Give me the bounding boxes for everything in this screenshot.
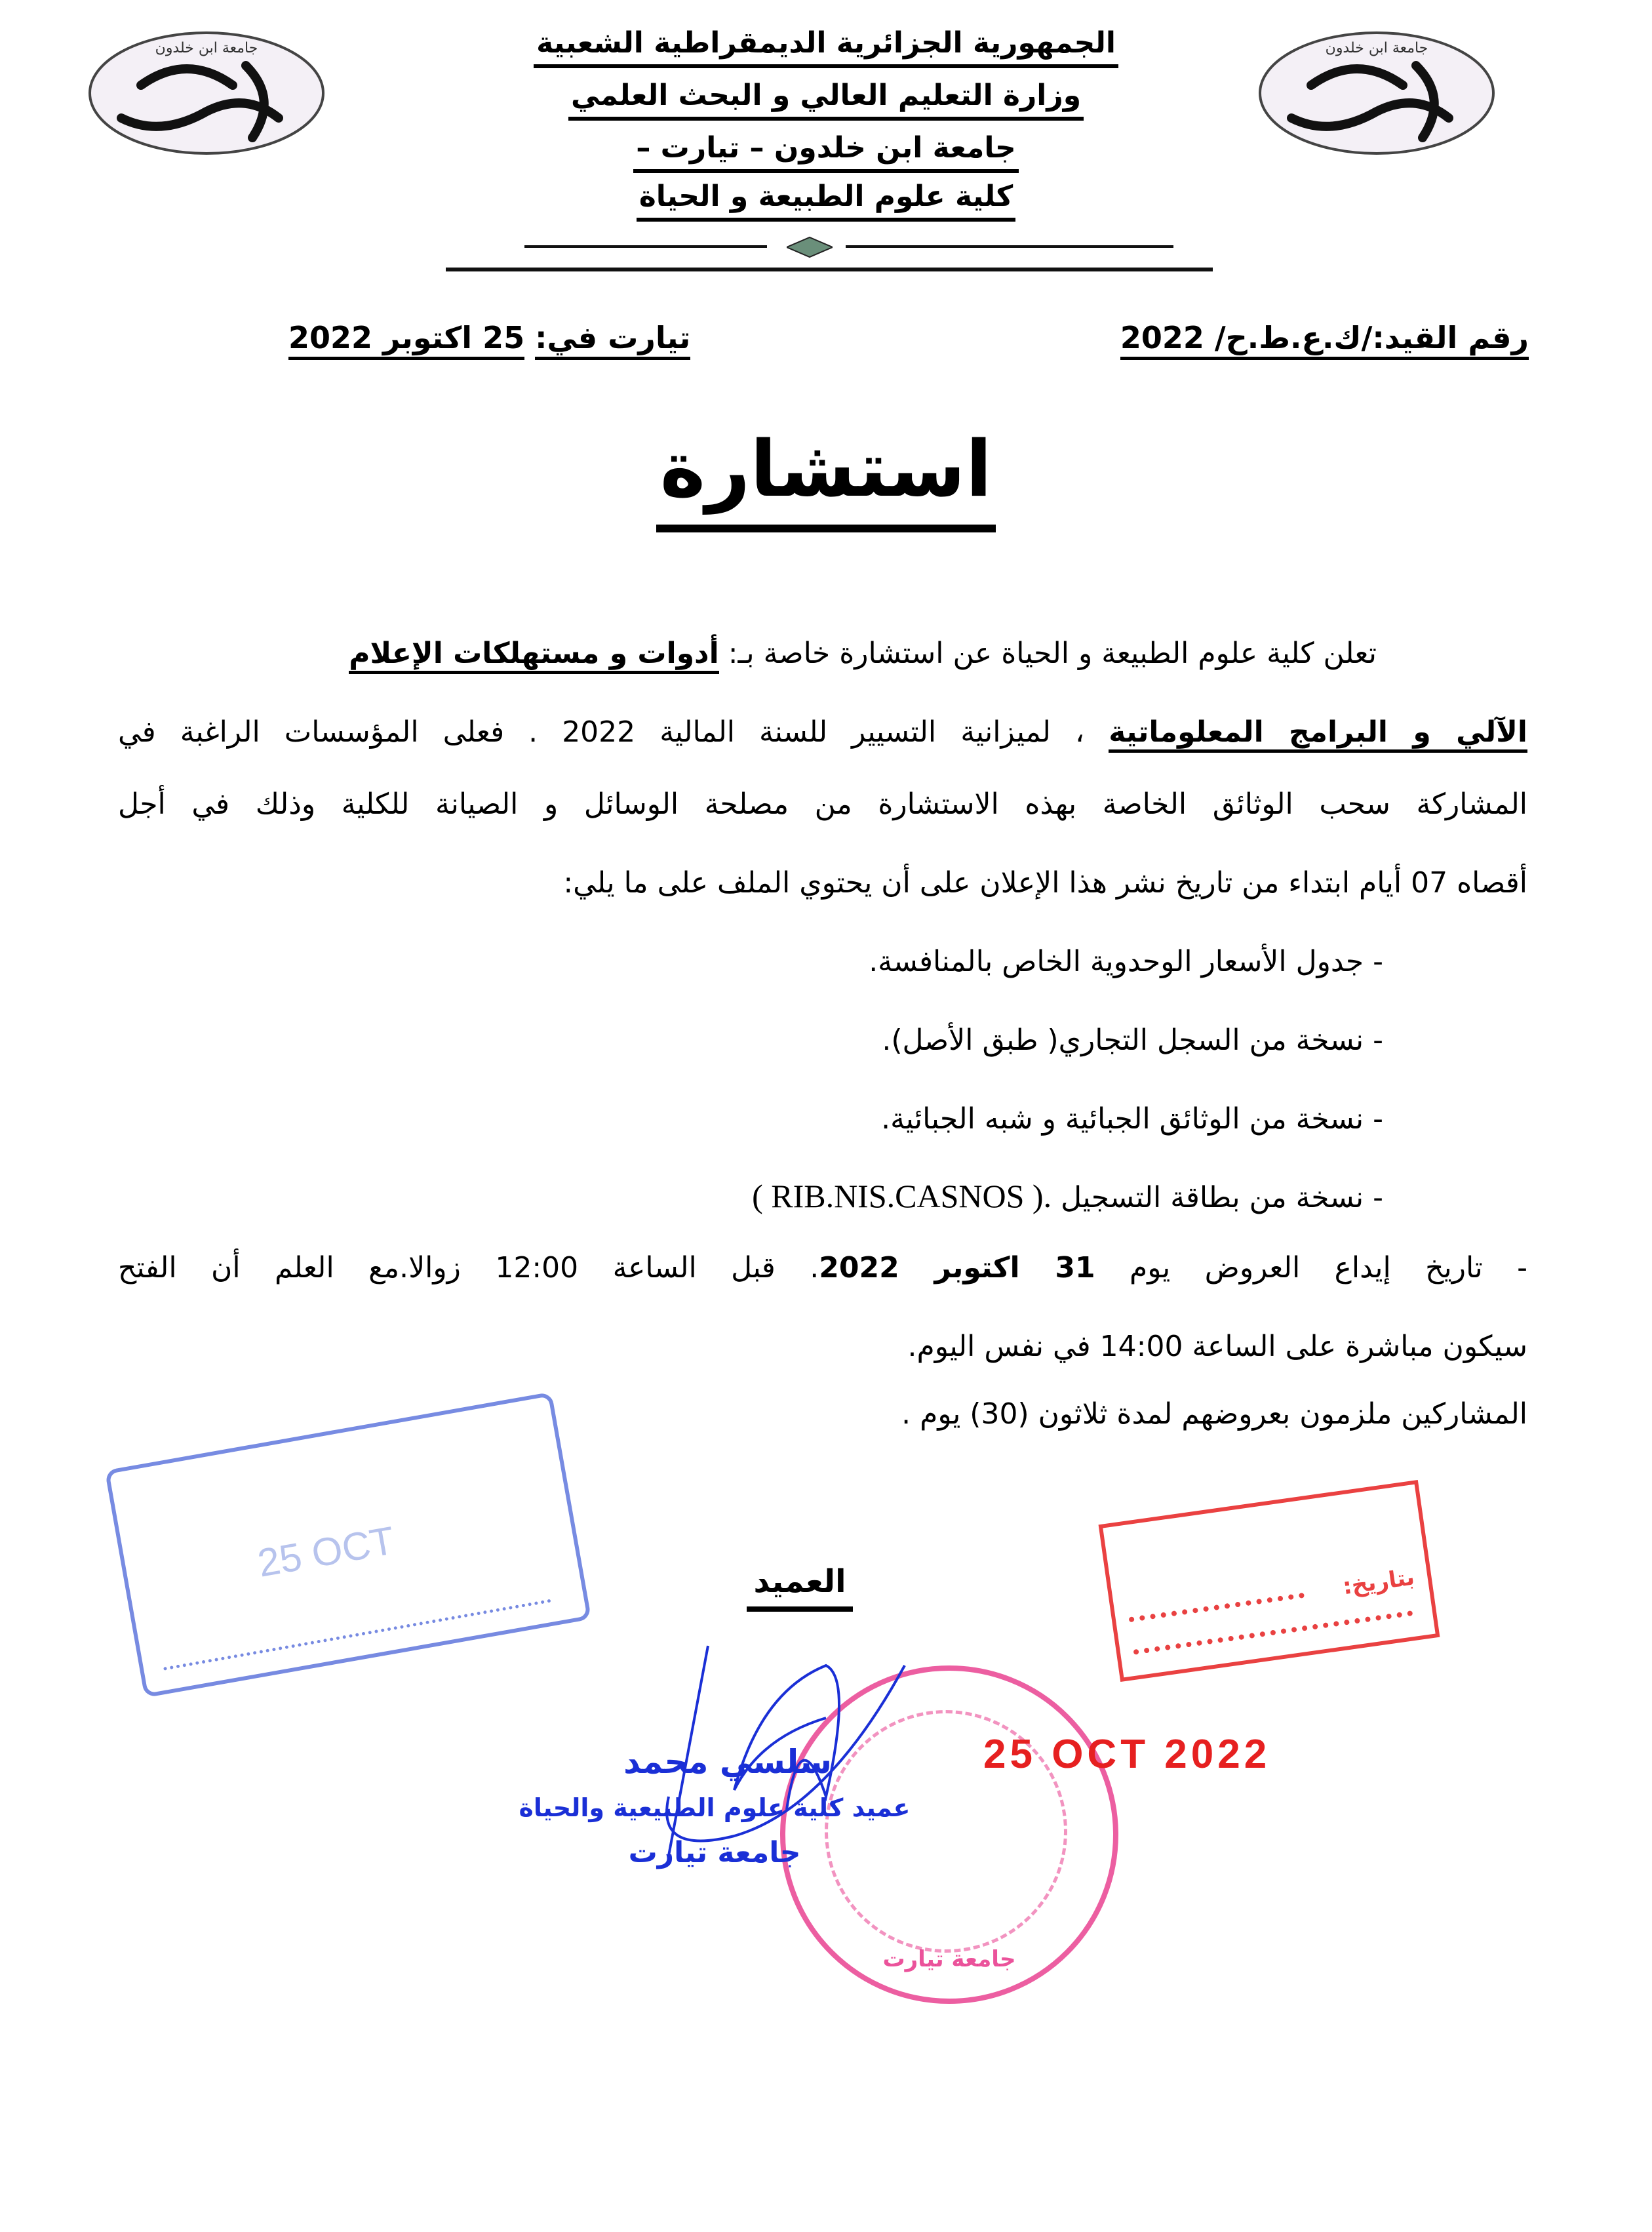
- blue-stamp-date: 25 OCT: [254, 1518, 398, 1585]
- document-title: استشارة: [0, 420, 1652, 532]
- reference-value: /ك.ع.ط.ح/ 2022: [1120, 320, 1373, 360]
- header-line-faculty: كلية علوم الطبيعة و الحياة: [0, 178, 1652, 222]
- logo-caption: جامعة ابن خلدون: [1325, 40, 1428, 56]
- requirement-latin: ( RIB.NIS.CASNOS ).: [752, 1178, 1052, 1214]
- deadline-line-3: المشاركين ملزمون بعروضهم لمدة ثلاثون (30) يوم .: [901, 1397, 1527, 1431]
- header-line-republic: الجمهورية الجزائرية الديمقراطية الشعبية: [0, 25, 1652, 68]
- red-stamp-label: بتاريخ:: [1341, 1564, 1417, 1601]
- date-stamp: 25 OCT 2022: [983, 1732, 1271, 1777]
- body-line-3: المشاركة سحب الوثائق الخاصة بهذه الاستشارة من مصلحة الوسائل و الصيانة للكلية وذلك في أجل: [118, 787, 1527, 821]
- header-line-university: جامعة ابن خلدون – تيارت –: [0, 130, 1652, 173]
- requirement-item: - نسخة من بطاقة التسجيل ( RIB.NIS.CASNOS ).: [752, 1178, 1383, 1214]
- dean-title: العميد: [688, 1561, 911, 1612]
- body-line-1: تعلن كلية علوم الطبيعة و الحياة عن استشارة خاصة بـ: أدوات و مستهلكات الإعلام: [118, 635, 1377, 673]
- reference-number: [1120, 318, 1529, 357]
- header-divider-bottom: [446, 268, 1213, 271]
- requirement-item: - نسخة من الوثائق الجبائية و شبه الجبائية.: [881, 1102, 1383, 1136]
- signatory-name: سلسي محمد: [623, 1743, 832, 1781]
- signatory-role: عميد كلية علوم الطبيعية والحياة: [519, 1793, 911, 1822]
- blue-reception-stamp: [105, 1392, 592, 1698]
- signatory-institution: جامعة تيارت: [628, 1836, 801, 1869]
- date-value: 25 اكتوبر 2022: [288, 320, 524, 360]
- date-label: تيارت في:: [535, 320, 690, 360]
- seal-text: جامعة تيارت: [882, 1946, 1016, 1972]
- requirement-item: - جدول الأسعار الوحدوية الخاص بالمنافسة.: [869, 945, 1383, 978]
- header-line-ministry: وزارة التعليم العالي و البحث العلمي: [0, 77, 1652, 121]
- header-divider-left: [524, 245, 767, 248]
- deadline-line-2: سيكون مباشرة على الساعة 14:00 في نفس اليوم.: [907, 1330, 1527, 1363]
- document-date: [288, 318, 690, 357]
- logo-caption: جامعة ابن خلدون: [155, 40, 258, 56]
- reference-label: رقم القيد:: [1372, 320, 1529, 360]
- deadline-line-1: - تاريخ إيداع العروض يوم 31 اكتوبر 2022. قبل الساعة 12:00 زوالا.مع العلم أن الفتح: [118, 1251, 1527, 1285]
- body-line-4: أقصاه 07 أيام ابتداء من تاريخ نشر هذا الإعلان على أن يحتوي الملف على ما يلي:: [563, 866, 1527, 900]
- subject-bold-1: أدوات و مستهلكات الإعلام: [349, 637, 718, 674]
- header-divider-right: [846, 245, 1173, 248]
- subject-bold-2: الآلي و البرامج المعلوماتية: [1109, 715, 1527, 753]
- red-reception-stamp: [1099, 1480, 1440, 1682]
- body-line-2: الآلي و البرامج المعلوماتية ، لميزانية التسيير للسنة المالية 2022 . فعلى المؤسسات الراغبة في: [118, 713, 1527, 751]
- requirement-item: - نسخة من السجل التجاري( طبق الأصل).: [882, 1024, 1383, 1057]
- deadline-date: 31 اكتوبر 2022: [819, 1251, 1095, 1285]
- diamond-ornament: [787, 236, 833, 258]
